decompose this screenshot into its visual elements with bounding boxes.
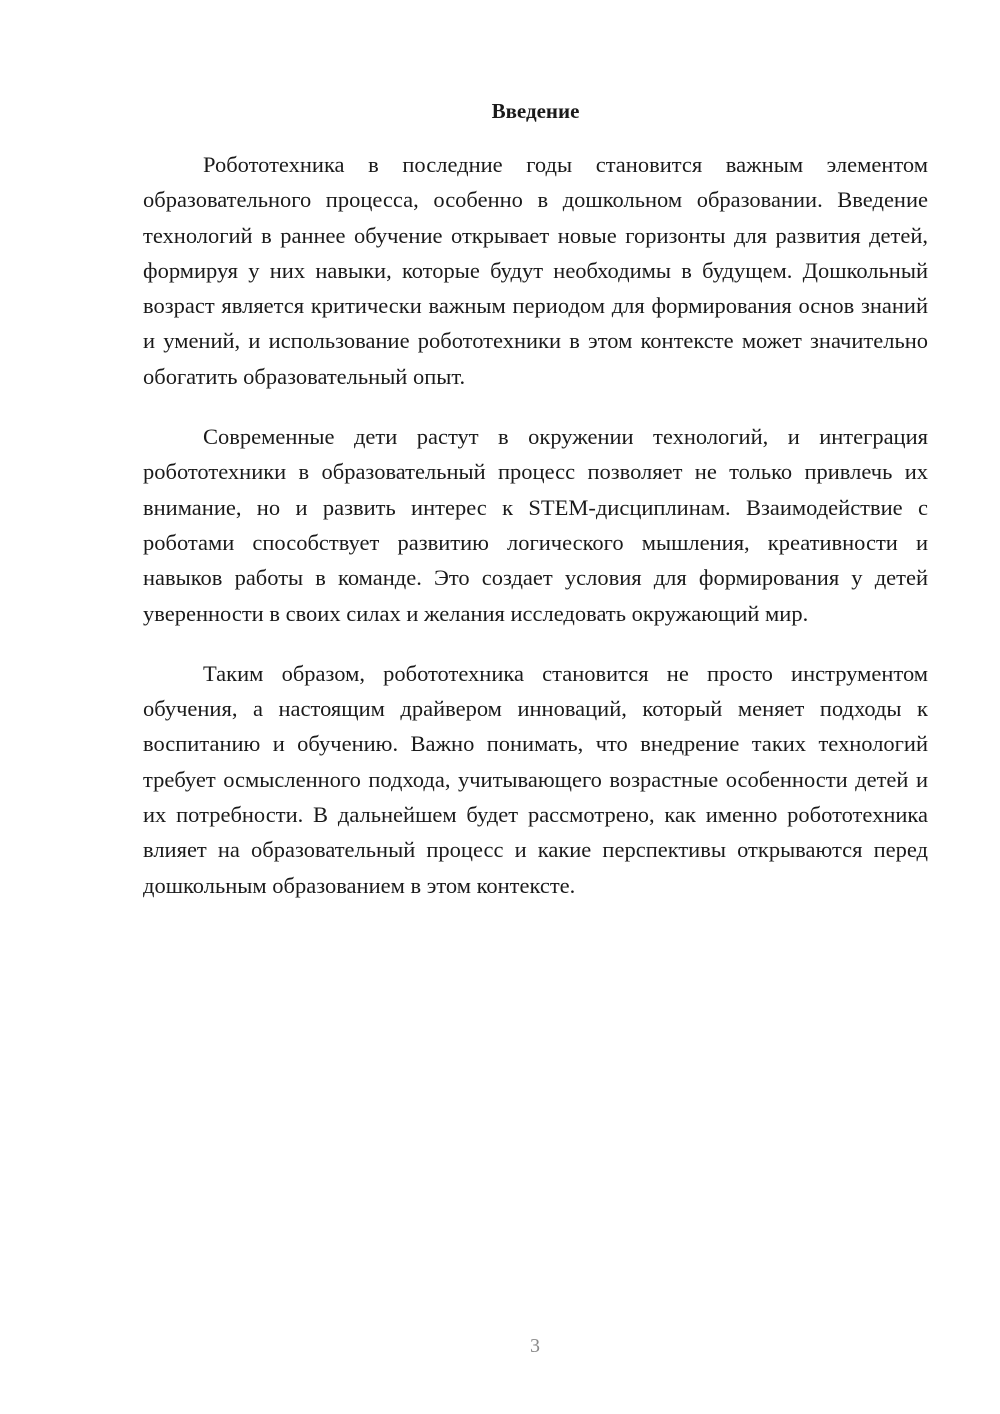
paragraph-2: Современные дети растут в окружении технологий, и интеграция робототехники в образовательный процесс позволяет не только привлечь их внимание, но и развить интерес к STEM-дисциплинам. Взаимодействие с роботами способствует развитию логического мышления, креативности и навыков работы в команде. Это создает условия для формирования у детей уверенности в своих силах и желания исследовать окружающий мир. — [143, 424, 928, 626]
section-heading: Введение — [491, 99, 580, 123]
page-number: 3 — [530, 1335, 540, 1357]
page-content — [143, 98, 928, 928]
paragraph-1: Робототехника в последние годы становится важным элементом образовательного процесса, особенно в дошкольном образовании. Введение технологий в раннее обучение открывает новые горизонты для развития детей, формируя у них навыки, которые будут необходимы в будущем. Дошкольный возраст является критически важным периодом для формирования основ знаний и умений, и использование робототехники в этом контексте может значительно обогатить образовательный опыт. — [143, 152, 928, 389]
paragraph-3: Таким образом, робототехника становится не просто инструментом обучения, а настоящим драйвером инноваций, который меняет подходы к воспитанию и обучению. Важно понимать, что внедрение таких технологий требует осмысленного подхода, учитывающего возрастные особенности детей и их потребности. В дальнейшем будет рассмотрено, как именно робототехника влияет на образовательный процесс и какие перспективы открываются перед дошкольным образованием в этом контексте. — [143, 660, 928, 898]
